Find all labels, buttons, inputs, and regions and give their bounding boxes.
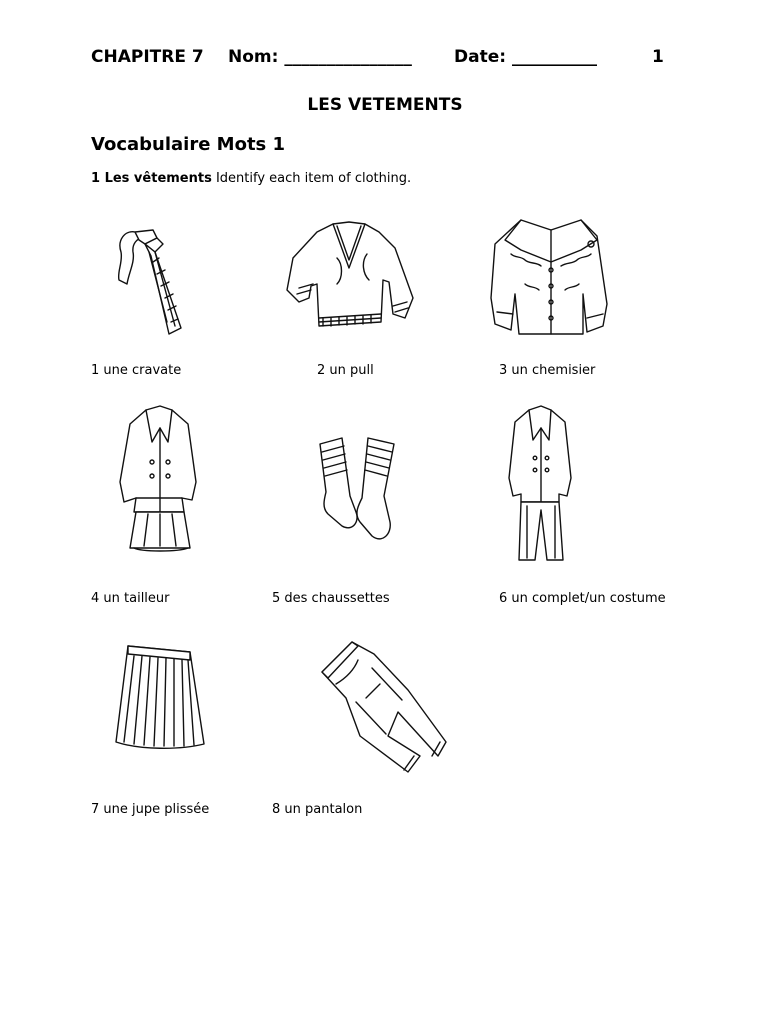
item-caption: 3 un chemisier xyxy=(499,363,596,378)
item-caption: 6 un complet/un costume xyxy=(499,591,666,606)
socks-icon xyxy=(310,428,410,554)
instruction xyxy=(91,171,411,186)
item-caption: 4 un tailleur xyxy=(91,591,170,606)
name-field: Nom: _______________ xyxy=(228,47,412,67)
page-number: 1 xyxy=(652,47,664,67)
sweater-icon xyxy=(277,218,422,340)
section-title: Vocabulaire Mots 1 xyxy=(91,134,286,155)
chapter-label: CHAPITRE 7 xyxy=(91,47,204,67)
item-caption: 8 un pantalon xyxy=(272,802,363,817)
trousers-icon xyxy=(316,638,456,784)
pleated-skirt-icon xyxy=(110,638,210,754)
item-caption: 1 une cravate xyxy=(91,363,182,378)
instruction-label: 1 Les vêtements xyxy=(91,171,212,186)
item-caption: 5 des chaussettes xyxy=(272,591,390,606)
item-caption: 7 une jupe plissée xyxy=(91,802,210,817)
blouse-icon xyxy=(485,214,615,344)
date-field: Date: __________ xyxy=(454,47,597,67)
page-title: LES VETEMENTS xyxy=(307,95,463,115)
mens-suit-icon xyxy=(505,402,580,570)
tie-icon xyxy=(105,222,195,341)
item-caption: 2 un pull xyxy=(317,363,374,378)
womens-suit-icon xyxy=(112,402,207,560)
instruction-text: Identify each item of clothing. xyxy=(211,171,412,186)
